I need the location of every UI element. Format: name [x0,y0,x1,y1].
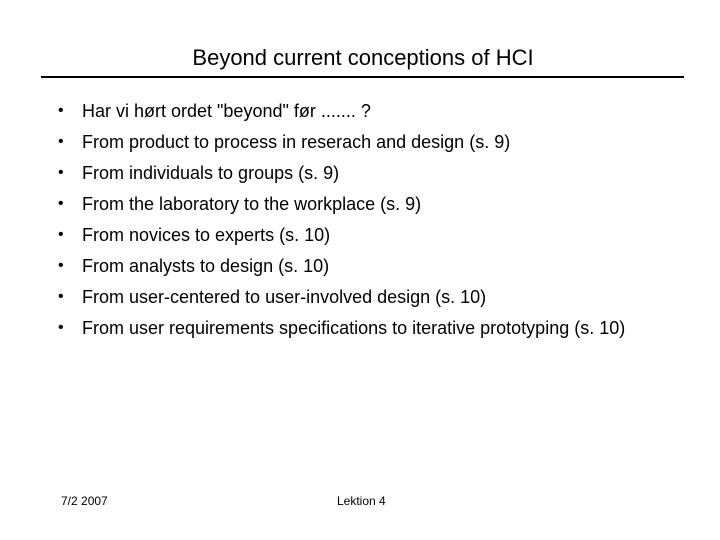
bullet-marker: • [58,133,64,150]
bullet-text: Har vi hørt ordet "beyond" før ....... ? [82,101,371,121]
bullet-marker: • [58,319,64,336]
bullet-text: From individuals to groups (s. 9) [82,163,340,183]
bullet-marker: • [58,102,64,119]
bullet-item [58,101,668,121]
bullet-item [58,287,668,307]
bullet-marker: • [58,195,64,212]
bullet-marker: • [58,226,64,243]
bullet-marker: • [58,288,64,305]
footer-date: 7/2 2007 [61,494,108,508]
bullet-item [58,225,668,245]
bullet-text: From the laboratory to the workplace (s. 9) [82,194,422,214]
footer-lecture-label: Lektion 4 [337,494,386,508]
bullet-text: From product to process in reserach and design (s. 9) [82,132,511,152]
bullet-item [58,194,668,214]
title-divider [41,76,684,78]
bullet-item [58,163,668,183]
bullet-text: From user-centered to user-involved design (s. 10) [82,287,487,307]
bullet-marker: • [58,164,64,181]
bullet-item [58,318,668,338]
bullet-text: From novices to experts (s. 10) [82,225,331,245]
bullet-marker: • [58,257,64,274]
bullet-item [58,132,668,152]
bullet-text: From analysts to design (s. 10) [82,256,330,276]
bullet-list [58,101,668,349]
slide-title: Beyond current conceptions of HCI [192,45,534,70]
bullet-text: From user requirements specifications to iterative prototyping (s. 10) [82,318,626,338]
bullet-item [58,256,668,276]
